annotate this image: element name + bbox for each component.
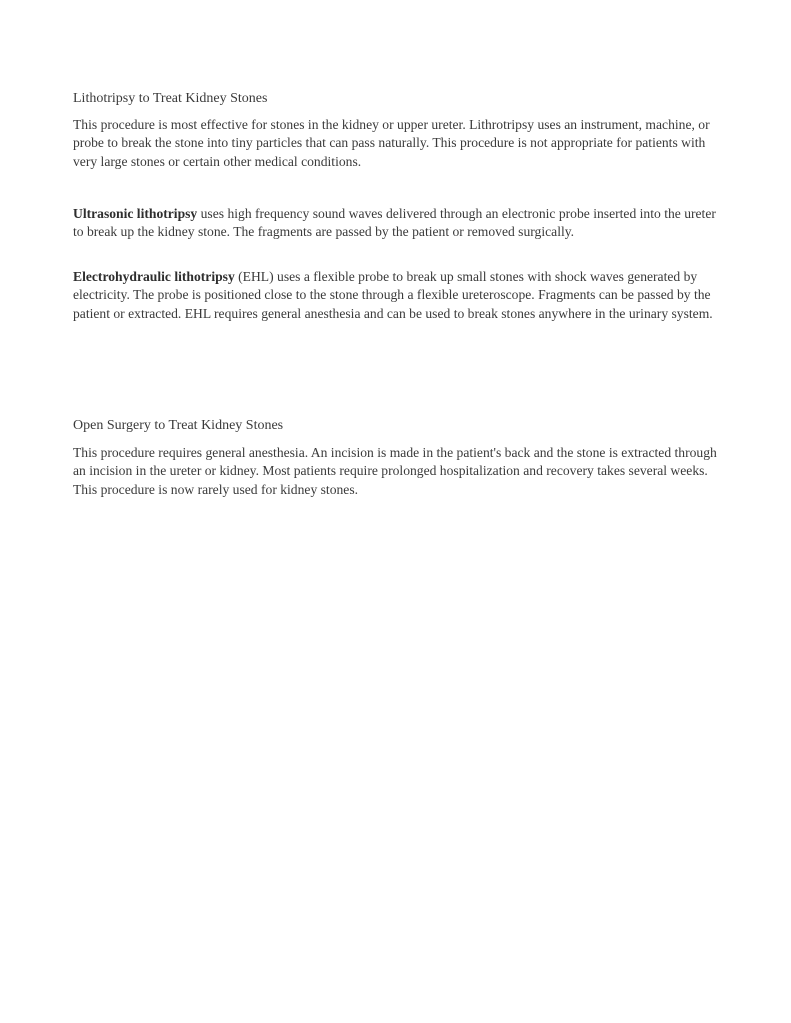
open-surgery-paragraph: This procedure requires general anesthesia. An incision is made in the patient's back and the stone is extracted through an incision in the ureter or kidney. Most patients require prolonged hospitalization and recovery takes several weeks. This procedure is now rarely used for kidney stones. <box>73 445 717 497</box>
ultrasonic-lithotripsy-paragraph <box>73 205 723 242</box>
open-surgery-heading: Open Surgery to Treat Kidney Stones <box>73 418 284 433</box>
electrohydraulic-lithotripsy-paragraph <box>73 268 723 323</box>
electrohydraulic-lithotripsy-text: (EHL) uses a flexible probe to break up small stones with shock waves generated by electricity. The probe is positioned close to the stone through a flexible ureteroscope. Fragments can be passed by the patient or extracted. EHL requires general anesthesia and can be used to break stones anywhere in the urinary system. <box>73 269 713 321</box>
lithotripsy-heading: Lithotripsy to Treat Kidney Stones <box>73 91 268 106</box>
electrohydraulic-lithotripsy-term: Electrohydraulic lithotripsy <box>73 269 235 284</box>
ultrasonic-lithotripsy-term: Ultrasonic lithotripsy <box>73 206 198 221</box>
ultrasonic-lithotripsy-text: uses high frequency sound waves delivered through an electronic probe inserted into the ureter to break up the kidney stone. The fragments are passed by the patient or removed surgically. <box>73 206 716 240</box>
lithotripsy-intro-paragraph: This procedure is most effective for stones in the kidney or upper ureter. Lithrotripsy uses an instrument, machine, or probe to break the stone into tiny particles that can pass naturally. This procedure is not appropriate for patients with very large stones or certain other medical conditions. <box>73 117 710 169</box>
